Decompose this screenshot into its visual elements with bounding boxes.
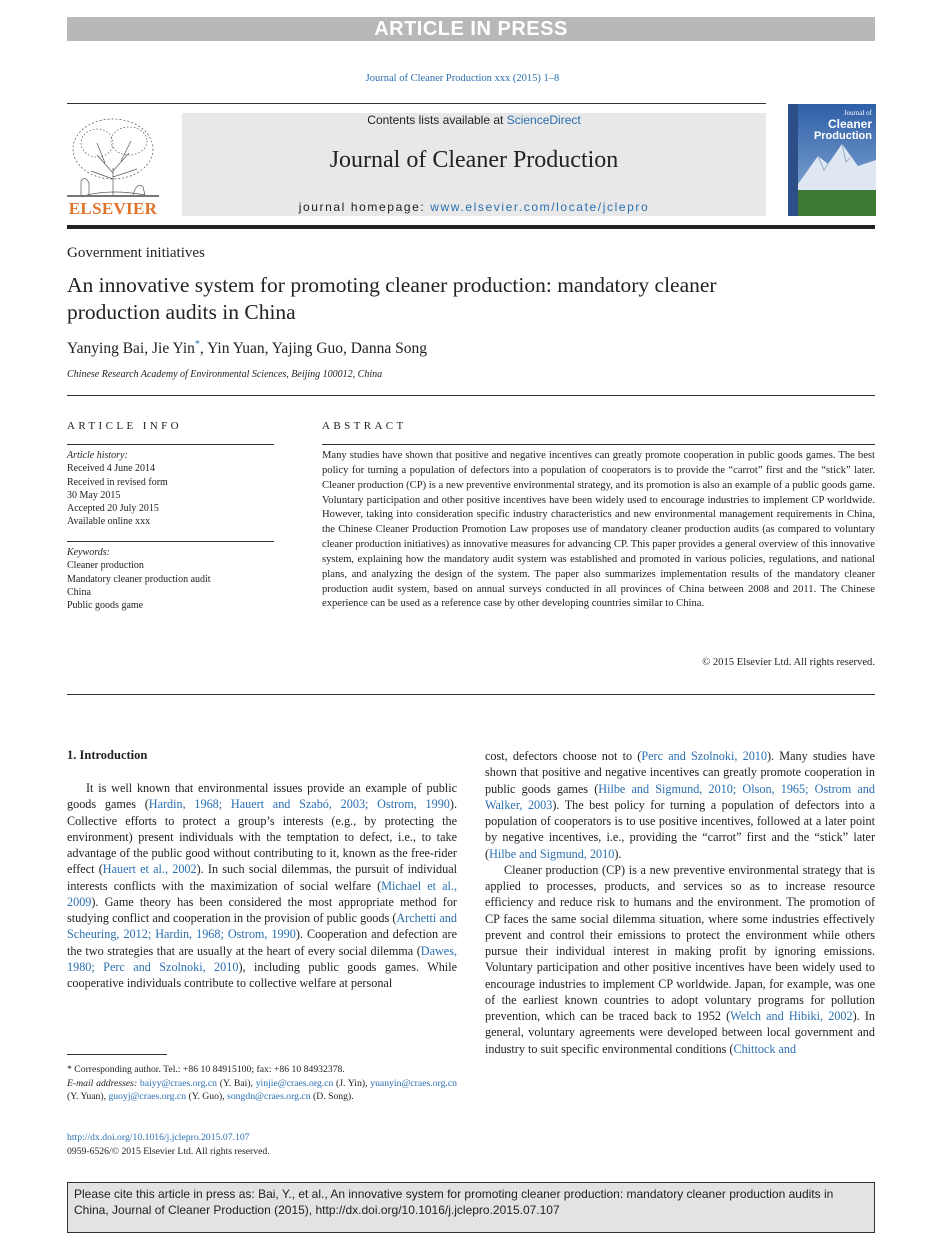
keywords-label: Keywords: <box>67 547 110 558</box>
text-run: (D. Song). <box>310 1091 354 1102</box>
history-line: Available online xxx <box>67 516 151 528</box>
article-info-heading: ARTICLE INFO <box>67 420 182 432</box>
text-run: (Y. Yuan), <box>67 1091 109 1102</box>
text-run: ). The best policy for turning a population of defectors into a population of cooperators is to use positive incentives, followed at a later point by negative incentives, i.e., providing the “carrot” first and the “stick” later ( <box>485 797 875 861</box>
affiliation-rule <box>67 395 875 396</box>
journal-reference-link[interactable]: Journal of Cleaner Production xxx (2015) 1–8 <box>365 73 560 84</box>
copyright-notice: © 2015 Elsevier Ltd. All rights reserved. <box>702 657 875 668</box>
reference-link[interactable]: guoyj@craes.org.cn <box>108 1091 187 1102</box>
article-in-press-banner: ARTICLE IN PRESS <box>67 17 875 41</box>
abstract-text: Many studies have shown that positive and negative incentives can greatly promote cooperation in public goods games. The best policy for turning a population of defectors into a population of cooperators is to provide the “carrot” first and the “stick” later. Cleaner production (CP) is a new preventive environmental strategy, and its promotion is also an example of a public goods game. Voluntary participation and other positive incentives have been widely used to encourage industries to implement CP worldwide. However, taking into consideration specific industry characteristics and new environmental management requirements in China, the Chinese Cleaner Production Promotion Law proposes use of mandatory cleaner production audits (as compared to voluntary cleaner production initiatives) as innovative measures for advancing CP. This paper provides a general overview of this innovative system, explaining how the mandatory audit system was established and promoted in various policies, regulations, and national plans, and analyzing the design of the system. The paper also summarizes implementation results of the mandatory cleaner production audit system, based on annual surveys conducted in all provinces of China between 2008 and 2011. The Chinese experience can be used as a reference case by other developing countries similar to China. <box>322 450 875 610</box>
abstract-rule <box>322 444 875 445</box>
corresponding-author-mark[interactable]: * <box>194 339 200 350</box>
keywords-block <box>67 546 211 612</box>
footnote-rule <box>67 1054 167 1055</box>
abstract-heading: ABSTRACT <box>322 420 407 432</box>
citation-box: Please cite this article in press as: Bai, Y., et al., An innovative system for promoting cleaner production: mandatory cleaner production audits in China, Journal of Cleaner Production (2015), http://dx.doi.org/10.1016/j.jclepro.2015.07.107 <box>67 1182 875 1233</box>
text-run: ), including public goods games. While cooperative individuals contribute to collective welfare at personal <box>67 959 457 990</box>
doi-link[interactable]: http://dx.doi.org/10.1016/j.jclepro.2015.07.107 <box>67 1132 250 1143</box>
journal-homepage-line <box>182 200 766 214</box>
article-info-rule <box>67 444 274 445</box>
text-run: cost, defectors choose not to ( <box>485 749 642 763</box>
reference-link[interactable]: songdn@craes.org.cn <box>227 1091 311 1102</box>
text-run: ). In such social dilemmas, the pursuit of individual interests conflicts with the maximization of social welfare ( <box>67 862 458 893</box>
intro-paragraph-1-continued <box>485 748 875 862</box>
keyword-item: Cleaner production <box>67 560 144 572</box>
contents-prefix: Contents lists available at <box>367 113 507 127</box>
elsevier-wordmark: ELSEVIER <box>68 199 158 218</box>
right-column <box>485 748 875 1057</box>
text-run: ). Cooperation and defection are the two strategies that are usually at the heart of every social dilemma ( <box>67 927 457 958</box>
intro-paragraph-2 <box>485 862 875 1057</box>
reference-link[interactable]: Chittock and <box>733 1041 797 1056</box>
journal-name: Journal of Cleaner Production <box>329 147 619 173</box>
reference-link[interactable]: yinjie@craes.org.cn <box>255 1077 334 1089</box>
sciencedirect-link[interactable]: ScienceDirect <box>506 113 581 127</box>
reference-link[interactable]: Perc and Szolnoki, 2010 <box>641 749 767 763</box>
history-line: Received 4 June 2014 <box>67 463 156 475</box>
author-list <box>67 339 427 358</box>
authors-rest: , Yin Yuan, Yajing Guo, Danna Song <box>199 340 427 358</box>
reference-link[interactable]: Hardin, 1968; Hauert and Szabó, 2003; Ostrom, 1990 <box>148 797 450 812</box>
text-run: E-mail addresses: <box>67 1077 140 1089</box>
text-run: ). Collective efforts to protect a group’s interests (e.g., by protecting the environment) present individuals with the temptation to defect, i.e., to take advantage of the public good without contributing to it, known as the free-rider effect ( <box>67 797 458 877</box>
article-history <box>67 449 168 529</box>
text-run: ). <box>614 846 622 861</box>
text-run: ). Many studies have shown that positive and negative incentives can greatly promote cooperation in public goods games ( <box>485 749 876 796</box>
header-thick-rule <box>67 225 875 229</box>
reference-link[interactable]: Michael et al., 2009 <box>67 878 457 909</box>
authors-first: Yanying Bai, Jie Yin <box>67 340 195 358</box>
reference-link[interactable]: Hauert et al., 2002 <box>102 862 197 877</box>
journal-cover-thumbnail[interactable] <box>788 104 876 216</box>
text-run: ). Game theory has been considered the most appropriate method for studying conflict and cooperation in the provision of public goods ( <box>67 894 457 925</box>
history-line: Received in revised form <box>67 476 168 488</box>
history-line: 30 May 2015 <box>67 489 121 501</box>
reference-link[interactable]: Hilbe and Sigmund, 2010 <box>489 846 615 861</box>
keyword-item: China <box>67 586 91 598</box>
reference-link[interactable]: Welch and Hibiki, 2002 <box>730 1009 853 1023</box>
cover-title-line-1: Journal of <box>843 109 872 117</box>
intro-paragraph-1 <box>67 780 457 991</box>
text-run: (J. Yin), <box>333 1077 371 1089</box>
keyword-item: Mandatory cleaner production audit <box>67 573 211 585</box>
keyword-item: Public goods game <box>67 600 144 612</box>
history-label: Article history: <box>67 450 128 461</box>
reference-link[interactable]: Archetti and Scheuring, 2012; Hardin, 1968; Ostrom, 1990 <box>67 911 457 942</box>
section-label: Government initiatives <box>67 245 205 261</box>
header-top-rule <box>67 103 766 104</box>
text-run: It is well known that environmental issues provide an example of public goods games ( <box>67 781 457 812</box>
issn-line: 0959-6526/© 2015 Elsevier Ltd. All rights reserved. <box>67 1146 270 1157</box>
homepage-link[interactable]: www.elsevier.com/locate/jclepro <box>430 200 650 214</box>
reference-link[interactable]: yuanyin@craes.org.cn <box>370 1077 457 1089</box>
homepage-prefix: journal homepage: <box>298 200 431 214</box>
cover-title-line-3: Production <box>813 130 872 142</box>
text-run: * Corresponding author. Tel.: +86 10 84915100; fax: +86 10 84932378. <box>67 1064 345 1075</box>
corresponding-author-footnote <box>67 1063 457 1104</box>
introduction-heading: 1. Introduction <box>67 748 148 762</box>
text-run: (Y. Bai), <box>217 1077 256 1089</box>
keywords-rule <box>67 541 274 542</box>
history-line: Accepted 20 July 2015 <box>67 503 159 515</box>
text-run: ). In general, voluntary agreements were developed between local government and industry to suit specific environmental conditions ( <box>485 1009 875 1056</box>
contents-lists-line <box>182 113 766 127</box>
author-affiliation: Chinese Research Academy of Environmental Sciences, Beijing 100012, China <box>67 369 383 380</box>
reference-link[interactable]: Dawes, 1980; Perc and Szolnoki, 2010 <box>67 943 457 974</box>
cover-title-line-2: Cleaner <box>827 117 872 131</box>
abstract-bottom-rule <box>67 694 875 695</box>
reference-link[interactable]: baiyy@craes.org.cn <box>139 1077 217 1089</box>
text-run: (Y. Guo), <box>186 1091 228 1102</box>
text-run: Cleaner production (CP) is a new preventive environmental strategy that is applied to processes, products, and services so as to increase resource efficiency and reduce risk to humans and the environment. The promotion of CP faces the same social dilemma situation, where some industries effectively prevent and control their emissions to protect the environment while others pursue their individual interest in making profit by ignoring emissions. Voluntary participation and other positive incentives have been widely used to encourage industries to implement CP worldwide. Japan, for example, was one of the earliest known countries to adopt voluntary programs for pollution prevention, which can be traced back to 1952 ( <box>485 862 875 1023</box>
reference-link[interactable]: Hilbe and Sigmund, 2010; Olson, 1965; Ostrom and Walker, 2003 <box>485 781 875 812</box>
article-title: An innovative system for promoting cleaner production: mandatory cleaner production audits in China <box>67 273 717 324</box>
